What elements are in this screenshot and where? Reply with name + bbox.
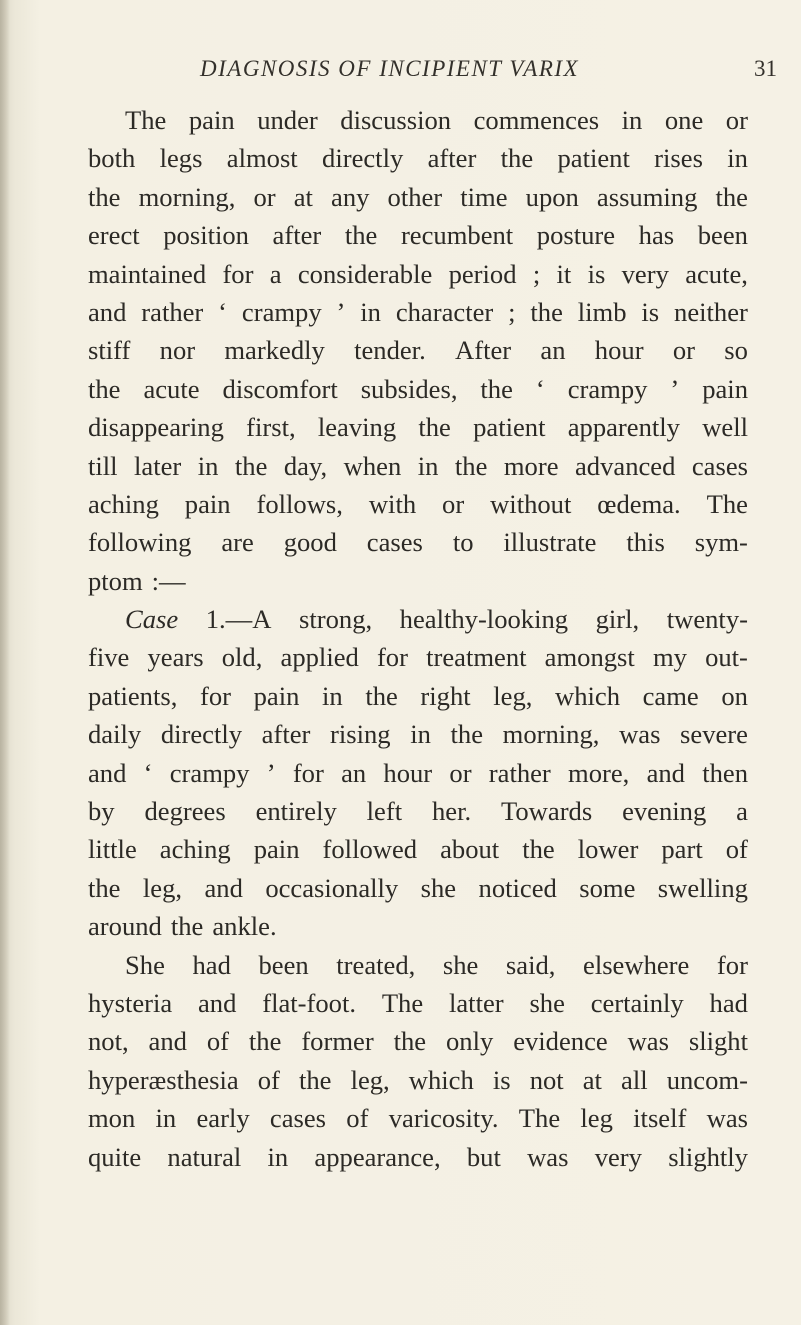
text-line: patients, for pain in the right leg, which came on xyxy=(88,680,748,711)
text-line: by degrees entirely left her. Towards evening a xyxy=(88,796,748,827)
text-line: hysteria and flat-foot. The latter she certainly had xyxy=(88,987,748,1018)
text-line: the morning, or at any other time upon assuming the xyxy=(88,181,748,212)
text-line: little aching pain followed about the lower part of xyxy=(88,834,748,865)
text-line: not, and of the former the only evidence was slight xyxy=(88,1026,748,1057)
running-head xyxy=(0,56,801,86)
text-line: hyperæsthesia of the leg, which is not at all uncom- xyxy=(88,1064,748,1095)
text-line: maintained for a considerable period ; it is very acute, xyxy=(88,258,748,289)
text-line: erect position after the recumbent posture has been xyxy=(88,220,748,251)
page-number: 31 xyxy=(754,56,777,81)
text-line: around the ankle. xyxy=(88,911,277,942)
body-text xyxy=(88,101,748,1176)
text-line: daily directly after rising in the morning, was severe xyxy=(88,719,748,750)
text-line: disappearing first, leaving the patient apparently well xyxy=(88,412,748,443)
text-line: both legs almost directly after the patient rises in xyxy=(88,143,748,174)
text-line: She had been treated, she said, elsewhere for xyxy=(125,949,748,980)
running-title: DIAGNOSIS OF INCIPIENT VARIX xyxy=(200,56,580,81)
binding-shadow xyxy=(0,0,10,1325)
text-line: and rather ‘ crampy ’ in character ; the limb is neither xyxy=(88,296,748,327)
text-line: mon in early cases of varicosity. The leg itself was xyxy=(88,1103,748,1134)
text-line: The pain under discussion commences in one or xyxy=(125,105,748,135)
text-line: Case 1.—A strong, healthy-looking girl, twenty- xyxy=(125,604,748,635)
text-line: stiff nor markedly tender. After an hour or so xyxy=(88,335,748,366)
text-line: ptom :— xyxy=(88,565,186,596)
text-line: five years old, applied for treatment amongst my out- xyxy=(88,642,748,673)
text-line: and ‘ crampy ’ for an hour or rather more, and then xyxy=(88,757,748,788)
text-line: the acute discomfort subsides, the ‘ crampy ’ pain xyxy=(88,373,748,404)
text-line: till later in the day, when in the more advanced cases xyxy=(88,450,748,481)
text-line: following are good cases to illustrate this sym- xyxy=(88,527,748,558)
text-line: the leg, and occasionally she noticed some swelling xyxy=(88,872,748,903)
text-line: quite natural in appearance, but was very slightly xyxy=(88,1141,748,1172)
text-line: aching pain follows, with or without œdema. The xyxy=(88,488,748,519)
